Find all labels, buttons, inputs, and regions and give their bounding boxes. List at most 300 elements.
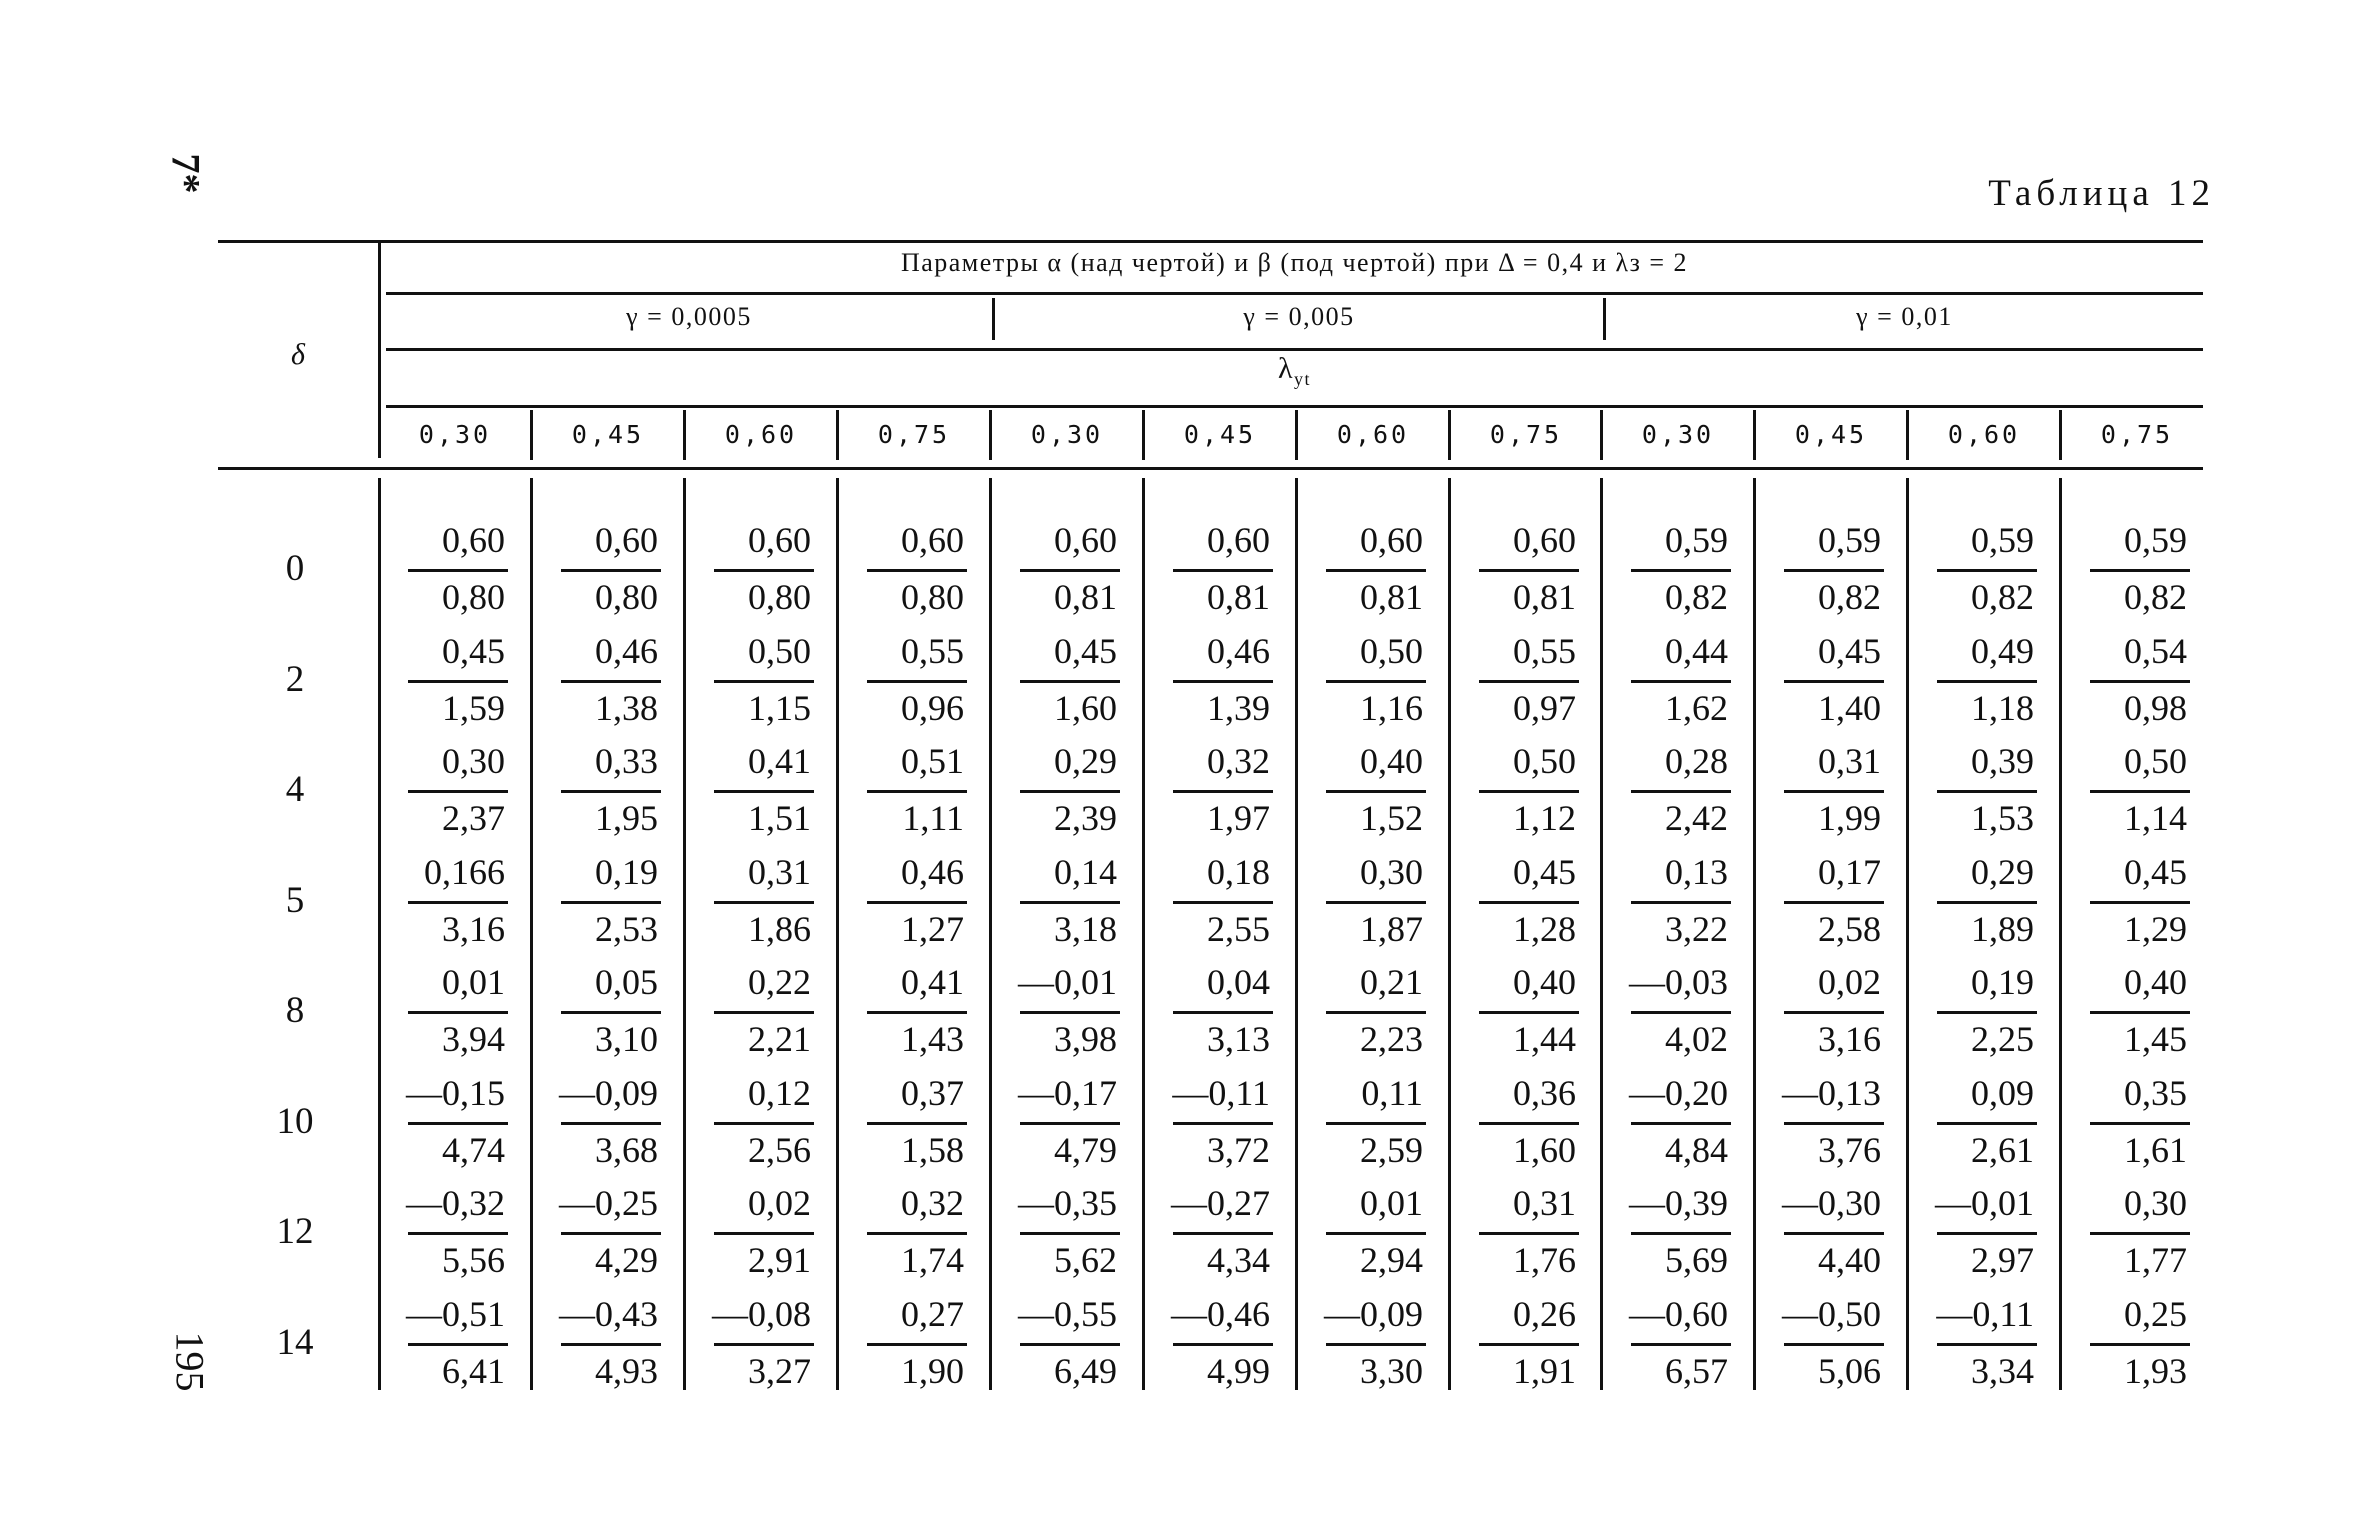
alpha-value: 0,60 — [1054, 520, 1117, 560]
table-cell — [533, 847, 683, 955]
alpha-value: 0,32 — [901, 1183, 964, 1223]
alpha-value: 0,41 — [901, 962, 964, 1002]
beta-value: 2,21 — [748, 1019, 811, 1059]
table-cell — [1145, 957, 1295, 1065]
table-cell — [1909, 1068, 2059, 1176]
table-cell — [992, 1289, 1142, 1397]
beta-value: 1,29 — [2124, 909, 2187, 949]
beta-value: 1,90 — [901, 1351, 964, 1391]
beta-value: 2,58 — [1818, 909, 1881, 949]
beta-value: 3,16 — [442, 909, 505, 949]
alpha-value: 0,31 — [748, 852, 811, 892]
beta-value: 0,81 — [1207, 577, 1270, 617]
table-cell — [992, 1068, 1142, 1176]
column-header-divider — [683, 410, 686, 460]
beta-value: 1,58 — [901, 1130, 964, 1170]
beta-value: 6,49 — [1054, 1351, 1117, 1391]
beta-value: 1,28 — [1513, 909, 1576, 949]
caption-rule — [386, 292, 2203, 295]
table-cell — [1603, 1068, 1753, 1176]
alpha-value: 0,40 — [1360, 741, 1423, 781]
table-cell — [839, 736, 989, 844]
column-header-divider — [530, 410, 533, 460]
alpha-value: 0,32 — [1207, 741, 1270, 781]
alpha-value: 0,04 — [1207, 962, 1270, 1002]
alpha-value: —0,11 — [1172, 1073, 1270, 1113]
table-cell — [533, 1178, 683, 1286]
table-cell — [686, 515, 836, 623]
group-header: γ = 0,005 — [1243, 302, 1355, 331]
beta-value: 1,59 — [442, 688, 505, 728]
alpha-value: 0,60 — [748, 520, 811, 560]
beta-value: 1,77 — [2124, 1240, 2187, 1280]
table-cell — [1451, 1068, 1601, 1176]
alpha-value: —0,01 — [1935, 1183, 2034, 1223]
beta-value: 2,91 — [748, 1240, 811, 1280]
alpha-value: 0,44 — [1665, 631, 1728, 671]
row-delta-value: 5 — [285, 880, 305, 921]
beta-value: 2,42 — [1665, 798, 1728, 838]
beta-value: 1,74 — [901, 1240, 964, 1280]
column-header: 0,30 — [418, 420, 492, 449]
table-cell — [1603, 736, 1753, 844]
beta-value: 2,56 — [748, 1130, 811, 1170]
beta-value: 3,30 — [1360, 1351, 1423, 1391]
column-header: 0,45 — [571, 420, 645, 449]
table-cell — [1756, 1289, 1906, 1397]
alpha-value: 0,50 — [748, 631, 811, 671]
beta-value: 1,14 — [2124, 798, 2187, 838]
beta-value: 3,16 — [1818, 1019, 1881, 1059]
table-cell — [992, 626, 1142, 734]
group-header: γ = 0,01 — [1856, 302, 1953, 331]
beta-value: 3,10 — [595, 1019, 658, 1059]
alpha-value: 0,17 — [1818, 852, 1881, 892]
alpha-value: 0,14 — [1054, 852, 1117, 892]
table-cell — [686, 1068, 836, 1176]
table-cell — [1145, 1178, 1295, 1286]
beta-value: 1,60 — [1513, 1130, 1576, 1170]
beta-value: 1,97 — [1207, 798, 1270, 838]
column-header: 0,45 — [1794, 420, 1868, 449]
alpha-value: —0,15 — [406, 1073, 505, 1113]
alpha-value: 0,59 — [1818, 520, 1881, 560]
page-number: 195 — [167, 1331, 213, 1392]
alpha-value: —0,09 — [559, 1073, 658, 1113]
beta-value: 0,98 — [2124, 688, 2187, 728]
alpha-value: —0,50 — [1782, 1294, 1881, 1334]
alpha-value: 0,30 — [442, 741, 505, 781]
alpha-value: 0,36 — [1513, 1073, 1576, 1113]
alpha-value: 0,05 — [595, 962, 658, 1002]
beta-value: 4,99 — [1207, 1351, 1270, 1391]
alpha-value: 0,26 — [1513, 1294, 1576, 1334]
alpha-value: —0,09 — [1324, 1294, 1423, 1334]
table-cell — [686, 847, 836, 955]
alpha-value: 0,37 — [901, 1073, 964, 1113]
table-cell — [1298, 1068, 1448, 1176]
alpha-value: 0,30 — [1360, 852, 1423, 892]
table-cell — [380, 515, 530, 623]
table-cell — [1145, 1068, 1295, 1176]
column-header: 0,60 — [1336, 420, 1410, 449]
beta-value: 4,74 — [442, 1130, 505, 1170]
table-cell — [1451, 1178, 1601, 1286]
beta-value: 1,27 — [901, 909, 964, 949]
table-cell — [533, 1289, 683, 1397]
table-cell — [1756, 1068, 1906, 1176]
table-cell — [533, 957, 683, 1065]
table-cell — [839, 1178, 989, 1286]
beta-value: 1,11 — [902, 798, 964, 838]
alpha-value: 0,33 — [595, 741, 658, 781]
beta-value: 1,16 — [1360, 688, 1423, 728]
beta-value: 0,80 — [748, 577, 811, 617]
table-cell — [380, 736, 530, 844]
table-cell — [1298, 1178, 1448, 1286]
beta-value: 1,39 — [1207, 688, 1270, 728]
alpha-value: 0,12 — [748, 1073, 811, 1113]
beta-value: 2,37 — [442, 798, 505, 838]
beta-value: 6,57 — [1665, 1351, 1728, 1391]
beta-value: 1,86 — [748, 909, 811, 949]
table-cell — [1909, 626, 2059, 734]
beta-value: 0,96 — [901, 688, 964, 728]
column-header: 0,30 — [1641, 420, 1715, 449]
beta-value: 4,93 — [595, 1351, 658, 1391]
column-header: 0,75 — [2100, 420, 2174, 449]
alpha-value: 0,40 — [2124, 962, 2187, 1002]
group-rule — [386, 348, 2203, 351]
beta-value: 5,62 — [1054, 1240, 1117, 1280]
alpha-value: 0,01 — [1360, 1183, 1423, 1223]
alpha-value: —0,39 — [1629, 1183, 1728, 1223]
beta-value: 2,53 — [595, 909, 658, 949]
beta-value: 0,81 — [1054, 577, 1117, 617]
table-cell — [1603, 957, 1753, 1065]
beta-value: 4,34 — [1207, 1240, 1270, 1280]
corner-mark: 7* — [163, 153, 209, 194]
alpha-value: 0,29 — [1971, 852, 2034, 892]
beta-value: 3,68 — [595, 1130, 658, 1170]
beta-value: 2,25 — [1971, 1019, 2034, 1059]
table-cell — [1603, 1289, 1753, 1397]
beta-value: 1,18 — [1971, 688, 2034, 728]
beta-value: 3,98 — [1054, 1019, 1117, 1059]
alpha-value: 0,19 — [595, 852, 658, 892]
table-cell — [1451, 957, 1601, 1065]
table-cell — [992, 1178, 1142, 1286]
table-cell — [839, 515, 989, 623]
table-cell — [533, 1068, 683, 1176]
alpha-value: —0,55 — [1018, 1294, 1117, 1334]
alpha-value: 0,59 — [1665, 520, 1728, 560]
table-cell — [1298, 736, 1448, 844]
lambda-header — [386, 352, 2203, 390]
beta-value: 1,52 — [1360, 798, 1423, 838]
beta-value: 2,55 — [1207, 909, 1270, 949]
beta-value: 3,76 — [1818, 1130, 1881, 1170]
column-header-divider — [1600, 410, 1603, 460]
beta-value: 0,97 — [1513, 688, 1576, 728]
table-cell — [1298, 847, 1448, 955]
beta-value: 0,80 — [442, 577, 505, 617]
beta-value: 1,51 — [748, 798, 811, 838]
table-cell — [380, 957, 530, 1065]
alpha-value: —0,08 — [712, 1294, 811, 1334]
beta-value: 1,53 — [1971, 798, 2034, 838]
alpha-value: 0,55 — [1513, 631, 1576, 671]
table-cell — [1298, 515, 1448, 623]
alpha-value: 0,46 — [901, 852, 964, 892]
beta-value: 1,45 — [2124, 1019, 2187, 1059]
column-header-divider — [1906, 410, 1909, 460]
beta-value: 0,80 — [901, 577, 964, 617]
alpha-value: 0,166 — [424, 852, 505, 892]
alpha-value: 0,60 — [1360, 520, 1423, 560]
beta-value: 5,06 — [1818, 1351, 1881, 1391]
alpha-value: —0,17 — [1018, 1073, 1117, 1113]
table-cell — [1603, 847, 1753, 955]
table-cell — [1756, 626, 1906, 734]
table-cell — [839, 847, 989, 955]
table-cell — [1909, 736, 2059, 844]
alpha-value: 0,19 — [1971, 962, 2034, 1002]
alpha-value: 0,11 — [1361, 1073, 1423, 1113]
alpha-value: —0,27 — [1171, 1183, 1270, 1223]
table-title: Таблица 12 — [1988, 173, 2215, 214]
column-header-divider — [1142, 410, 1145, 460]
alpha-value: 0,51 — [901, 741, 964, 781]
header-bottom-rule — [218, 467, 2203, 470]
table-cell — [1603, 626, 1753, 734]
table-cell — [686, 626, 836, 734]
alpha-value: —0,32 — [406, 1183, 505, 1223]
alpha-value: 0,18 — [1207, 852, 1270, 892]
column-header: 0,75 — [877, 420, 951, 449]
alpha-value: 0,25 — [2124, 1294, 2187, 1334]
beta-value: 1,15 — [748, 688, 811, 728]
beta-value: 0,80 — [595, 577, 658, 617]
alpha-value: 0,46 — [1207, 631, 1270, 671]
beta-value: 3,22 — [1665, 909, 1728, 949]
beta-value: 0,81 — [1513, 577, 1576, 617]
table-cell — [2062, 957, 2212, 1065]
table-cell — [1298, 957, 1448, 1065]
table-cell — [686, 1178, 836, 1286]
beta-value: 4,29 — [595, 1240, 658, 1280]
table-cell — [686, 736, 836, 844]
table-cell — [2062, 626, 2212, 734]
beta-value: 3,18 — [1054, 909, 1117, 949]
alpha-value: —0,35 — [1018, 1183, 1117, 1223]
alpha-value: 0,29 — [1054, 741, 1117, 781]
alpha-value: 0,27 — [901, 1294, 964, 1334]
table-cell — [839, 957, 989, 1065]
beta-value: 1,76 — [1513, 1240, 1576, 1280]
beta-value: 1,87 — [1360, 909, 1423, 949]
table-cell — [686, 957, 836, 1065]
alpha-value: 0,59 — [2124, 520, 2187, 560]
beta-value: 1,44 — [1513, 1019, 1576, 1059]
table-cell — [839, 1068, 989, 1176]
beta-value: 1,60 — [1054, 688, 1117, 728]
beta-value: 3,94 — [442, 1019, 505, 1059]
alpha-value: —0,11 — [1936, 1294, 2034, 1334]
column-header: 0,45 — [1183, 420, 1257, 449]
row-delta-value: 0 — [285, 548, 305, 589]
beta-value: 3,34 — [1971, 1351, 2034, 1391]
column-header-divider — [989, 410, 992, 460]
table-cell — [380, 1289, 530, 1397]
table-cell — [2062, 1178, 2212, 1286]
column-header-divider — [1753, 410, 1756, 460]
table-cell — [992, 736, 1142, 844]
alpha-value: 0,60 — [901, 520, 964, 560]
alpha-value: 0,45 — [442, 631, 505, 671]
table-cell — [380, 626, 530, 734]
lambda-symbol: λ — [1277, 352, 1295, 385]
table-cell — [1451, 515, 1601, 623]
beta-value: 1,12 — [1513, 798, 1576, 838]
beta-value: 2,23 — [1360, 1019, 1423, 1059]
table-cell — [1756, 736, 1906, 844]
column-header: 0,60 — [1947, 420, 2021, 449]
alpha-value: 0,35 — [2124, 1073, 2187, 1113]
alpha-value: 0,22 — [748, 962, 811, 1002]
column-header-divider — [1448, 410, 1451, 460]
beta-value: 3,27 — [748, 1351, 811, 1391]
table-cell — [1145, 626, 1295, 734]
table-cell — [1756, 847, 1906, 955]
beta-value: 1,62 — [1665, 688, 1728, 728]
alpha-value: —0,01 — [1018, 962, 1117, 1002]
group-header: γ = 0,0005 — [626, 302, 752, 331]
alpha-value: 0,28 — [1665, 741, 1728, 781]
beta-value: 1,43 — [901, 1019, 964, 1059]
alpha-value: 0,50 — [1513, 741, 1576, 781]
table-cell — [533, 736, 683, 844]
table-cell — [1909, 515, 2059, 623]
table-cell — [1756, 515, 1906, 623]
alpha-value: 0,02 — [1818, 962, 1881, 1002]
alpha-value: 0,31 — [1818, 741, 1881, 781]
alpha-value: 0,60 — [595, 520, 658, 560]
table-cell — [992, 847, 1142, 955]
column-header-divider — [1295, 410, 1298, 460]
table-cell — [992, 515, 1142, 623]
alpha-value: 0,39 — [1971, 741, 2034, 781]
alpha-value: —0,13 — [1782, 1073, 1881, 1113]
beta-value: 1,61 — [2124, 1130, 2187, 1170]
alpha-value: 0,59 — [1971, 520, 2034, 560]
column-header-divider — [836, 410, 839, 460]
table-cell — [2062, 515, 2212, 623]
beta-value: 1,38 — [595, 688, 658, 728]
table-cell — [1909, 1178, 2059, 1286]
alpha-value: 0,01 — [442, 962, 505, 1002]
table-cell — [533, 515, 683, 623]
beta-value: 2,61 — [1971, 1130, 2034, 1170]
beta-value: 3,72 — [1207, 1130, 1270, 1170]
beta-value: 4,84 — [1665, 1130, 1728, 1170]
table-cell — [2062, 847, 2212, 955]
table-cell — [1909, 957, 2059, 1065]
row-label-delta: δ — [291, 338, 305, 371]
row-delta-value: 8 — [285, 990, 305, 1031]
table-cell — [1756, 1178, 1906, 1286]
table-cell — [380, 1068, 530, 1176]
alpha-value: 0,09 — [1971, 1073, 2034, 1113]
table-cell — [1909, 1289, 2059, 1397]
beta-value: 4,40 — [1818, 1240, 1881, 1280]
beta-value: 0,82 — [1665, 577, 1728, 617]
beta-value: 0,82 — [1971, 577, 2034, 617]
beta-value: 6,41 — [442, 1351, 505, 1391]
beta-value: 0,82 — [1818, 577, 1881, 617]
table-cell — [839, 1289, 989, 1397]
table-cell — [1451, 626, 1601, 734]
alpha-value: —0,43 — [559, 1294, 658, 1334]
beta-value: 5,56 — [442, 1240, 505, 1280]
beta-value: 2,59 — [1360, 1130, 1423, 1170]
table-cell — [1298, 626, 1448, 734]
alpha-value: 0,21 — [1360, 962, 1423, 1002]
alpha-value: 0,13 — [1665, 852, 1728, 892]
alpha-value: 0,40 — [1513, 962, 1576, 1002]
row-delta-value: 12 — [276, 1211, 314, 1252]
beta-value: 2,97 — [1971, 1240, 2034, 1280]
row-delta-value: 2 — [285, 659, 305, 700]
alpha-value: 0,45 — [2124, 852, 2187, 892]
alpha-value: 0,50 — [2124, 741, 2187, 781]
table-cell — [2062, 1068, 2212, 1176]
alpha-value: 0,02 — [748, 1183, 811, 1223]
beta-value: 1,99 — [1818, 798, 1881, 838]
beta-value: 2,94 — [1360, 1240, 1423, 1280]
alpha-value: 0,46 — [595, 631, 658, 671]
alpha-value: —0,51 — [406, 1294, 505, 1334]
table-cell — [839, 626, 989, 734]
alpha-value: —0,03 — [1629, 962, 1728, 1002]
table-cell — [1451, 1289, 1601, 1397]
alpha-value: 0,30 — [2124, 1183, 2187, 1223]
table-cell — [1145, 1289, 1295, 1397]
beta-value: 1,40 — [1818, 688, 1881, 728]
table-cell — [2062, 1289, 2212, 1397]
lambda-rule — [386, 405, 2203, 408]
alpha-value: 0,45 — [1513, 852, 1576, 892]
table-cell — [1298, 1289, 1448, 1397]
table-cell — [380, 847, 530, 955]
alpha-value: 0,31 — [1513, 1183, 1576, 1223]
alpha-value: 0,49 — [1971, 631, 2034, 671]
table-cell — [1451, 736, 1601, 844]
row-delta-value: 10 — [276, 1101, 314, 1142]
alpha-value: 0,54 — [2124, 631, 2187, 671]
table-cell — [1145, 515, 1295, 623]
lambda-subscript: yt — [1294, 369, 1312, 389]
alpha-value: 0,60 — [1513, 520, 1576, 560]
beta-value: 0,81 — [1360, 577, 1423, 617]
alpha-value: —0,25 — [559, 1183, 658, 1223]
alpha-value: 0,60 — [442, 520, 505, 560]
table-cell — [1145, 736, 1295, 844]
column-header: 0,75 — [1489, 420, 1563, 449]
beta-value: 4,79 — [1054, 1130, 1117, 1170]
beta-value: 5,69 — [1665, 1240, 1728, 1280]
beta-value: 1,93 — [2124, 1351, 2187, 1391]
